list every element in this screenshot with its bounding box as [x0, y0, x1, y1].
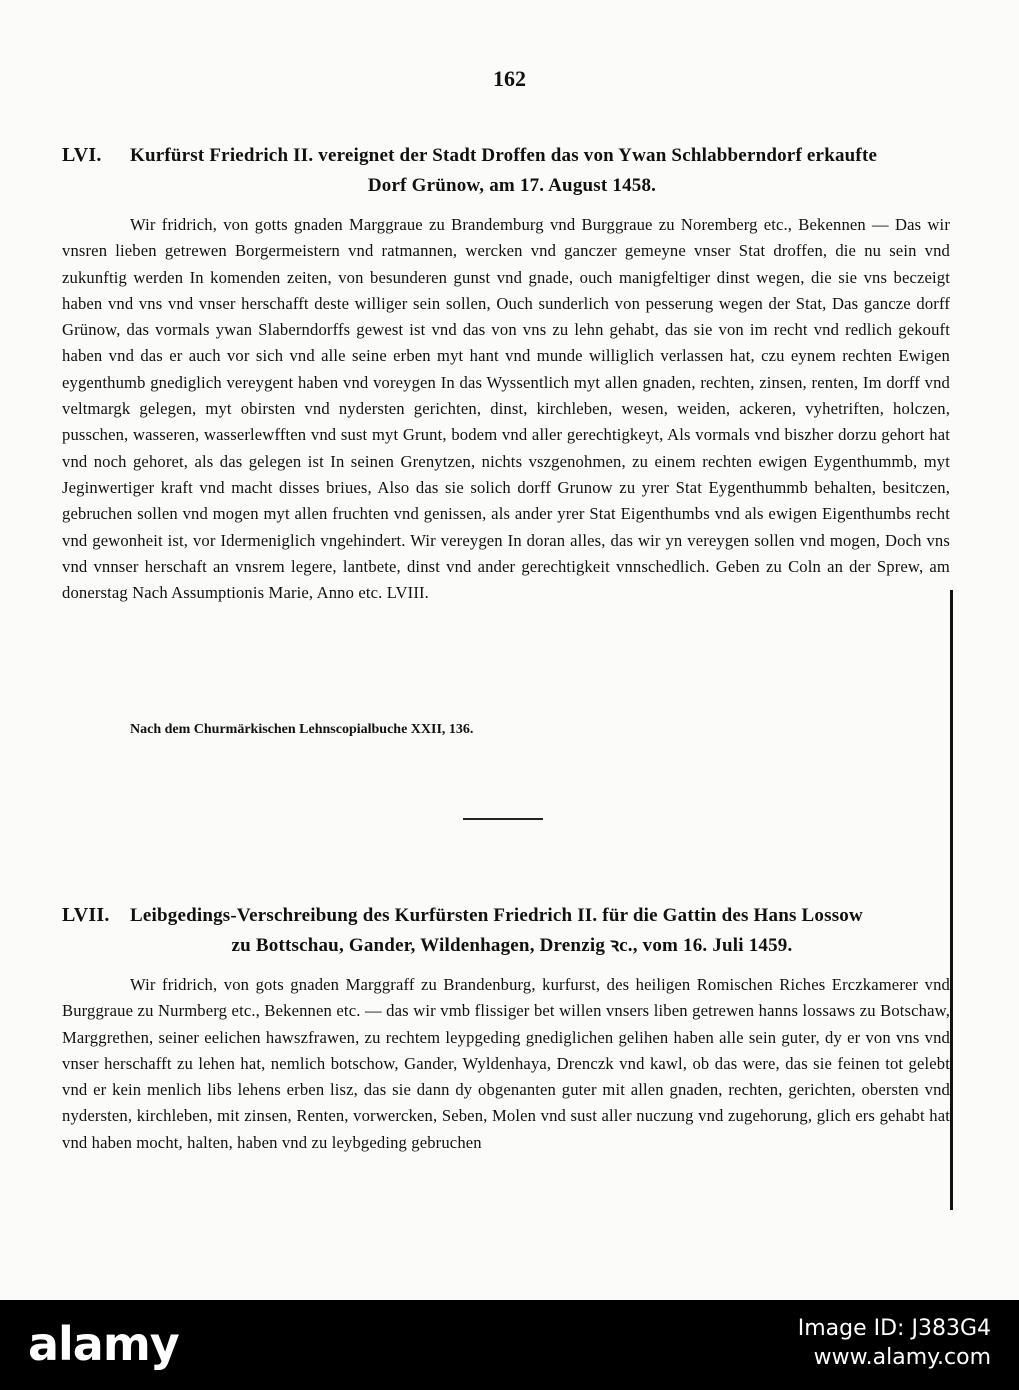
document-body-lvii: [62, 972, 950, 1156]
document-title-line2: zu Bottschau, Gander, Wildenhagen, Drenzig ꝛc., vom 16. Juli 1459.: [231, 935, 793, 956]
document-title-line2: Dorf Grünow, am 17. August 1458.: [367, 175, 657, 196]
image-id-label: Image ID: J383G4: [797, 1316, 991, 1341]
document-heading-lvi: [62, 140, 962, 201]
document-body-lvi: [62, 212, 950, 606]
watermark-info: [661, 1316, 991, 1370]
scan-edge-shadow: [950, 590, 953, 1210]
document-text: Wir fridrich, von gots gnaden Marggraff zu Brandenburg, kurfurst, des heiligen Romischen Riches Erczkamerer vnd Burggraue zu Nurmberg etc., Bekennen etc. — das wir vmb flissiger bet willen vnsers liben getrewen hanns lossaws zu Botschaw, Marggrethen, seiner eelichen hawszfrawen, zu rechtem leypgeding gnediglichen gelihen haben alle sein guter, dy er von vns vnd vnser herschafft zu lehen hat, nemlich botschow, Gander, Wyldenhaya, Drenczk vnd kawl, ob das were, das sie feinen tot gelebt vnd er kein menlich libs lehens erben lisz, das sie dann dy obgenanten guter mit allen gnaden, rechten, gerichten, obersten vnd nydersten, kirchleben, mit zinsen, Renten, vorwercken, Seben, Molen vnd sust aller nuczung vnd zugehorung, glich ers gehabt hat vnd haben mocht, halten, haben vnd zu leybgeding gebruchen: [62, 975, 950, 1152]
source-note: Nach dem Churmärkischen Lehnscopialbuche XXII, 136.: [130, 722, 474, 737]
document-heading-lvii: [62, 900, 962, 961]
document-text: Wir fridrich, von gotts gnaden Marggraue zu Brandemburg vnd Burggraue zu Noremberg etc., Bekennen — Das wir vnsren lieben getrewen Borgermeistern vnd ratmannen, wercken vnd ganczer gemeyne vnser Stat droffen, die nu sein vnd zukunftig werden In komenden zeiten, von besunderen gunst vnd gnade, ouch manigfeltiger dinst wegen, die sie vns beczeigt haben vnd vns vnd vnser herschafft deste williger sein sollen, Ouch sunderlich von pesserung wegen der Stat, Das gancze dorff Grünow, das vormals ywan Slaberndorffs gewest ist vnd das von vns zu lehn gehabt, das sie von im recht vnd redlich gekouft haben vnd das er auch vor sich vnd alle seine erben myt hant vnd munde williglich verlassen hat, czu eynem rechten Ewigen eygenthumb gnediglich vereygent haben vnd voreygen In das Wyssentlich myt allen gnaden, rechten, zinsen, renten, Im dorff vnd veltmargk gelegen, myt obirsten vnd nydersten gerichten, dinst, kirchleben, wesen, weiden, ackeren, vyhetriften, holczen, pusschen, wasseren, wasserlewfften vnd sust myt Grunt, bodem vnd aller gerechtigkeyt, Als vormals vnd biszher dorzu gehort hat vnd noch gehoret, als das gelegen ist In seinen Grenytzen, nichts vszgenohmen, zu einem rechten ewigen Eygenthummb, myt Jeginwertiger kraft vnd macht disses briues, Also das sie solich dorff Grunow zu yrer Stat Eygenthummb behalten, besitczen, gebruchen sollen vnd mogen myt allen fruchten vnd genissen, als ander yrer Stat Eigenthumbs vnd als ewigen Eigenthumbs recht vnd gewonheit ist, vor Idermeniglich vngehindert. Wir vereygen In doran alles, das wir yn vereygen sollen vnd mogen, Doch vns vnd vnnser herschaft an vnsrem legere, lantbete, dinst vnd ander gerechtigkeit vnnschedlich. Geben zu Coln an der Sprew, am donerstag Nach Assumptionis Marie, Anno etc. LVIII.: [62, 215, 950, 603]
document-title-line1: Leibgedings-Verschreibung des Kurfürsten Friedrich II. für die Gattin des Hans Lossow: [130, 905, 863, 926]
document-title-line1: Kurfürst Friedrich II. vereignet der Stadt Droffen das von Ywan Schlabberndorf erkaufte: [130, 145, 878, 166]
watermark-logo: alamy: [28, 1317, 179, 1371]
watermark-url: www.alamy.com: [813, 1345, 991, 1370]
document-numeral: LVI.: [62, 144, 102, 166]
document-numeral: LVII.: [62, 904, 110, 926]
page-number: 162: [493, 66, 526, 91]
section-divider: [463, 818, 543, 820]
